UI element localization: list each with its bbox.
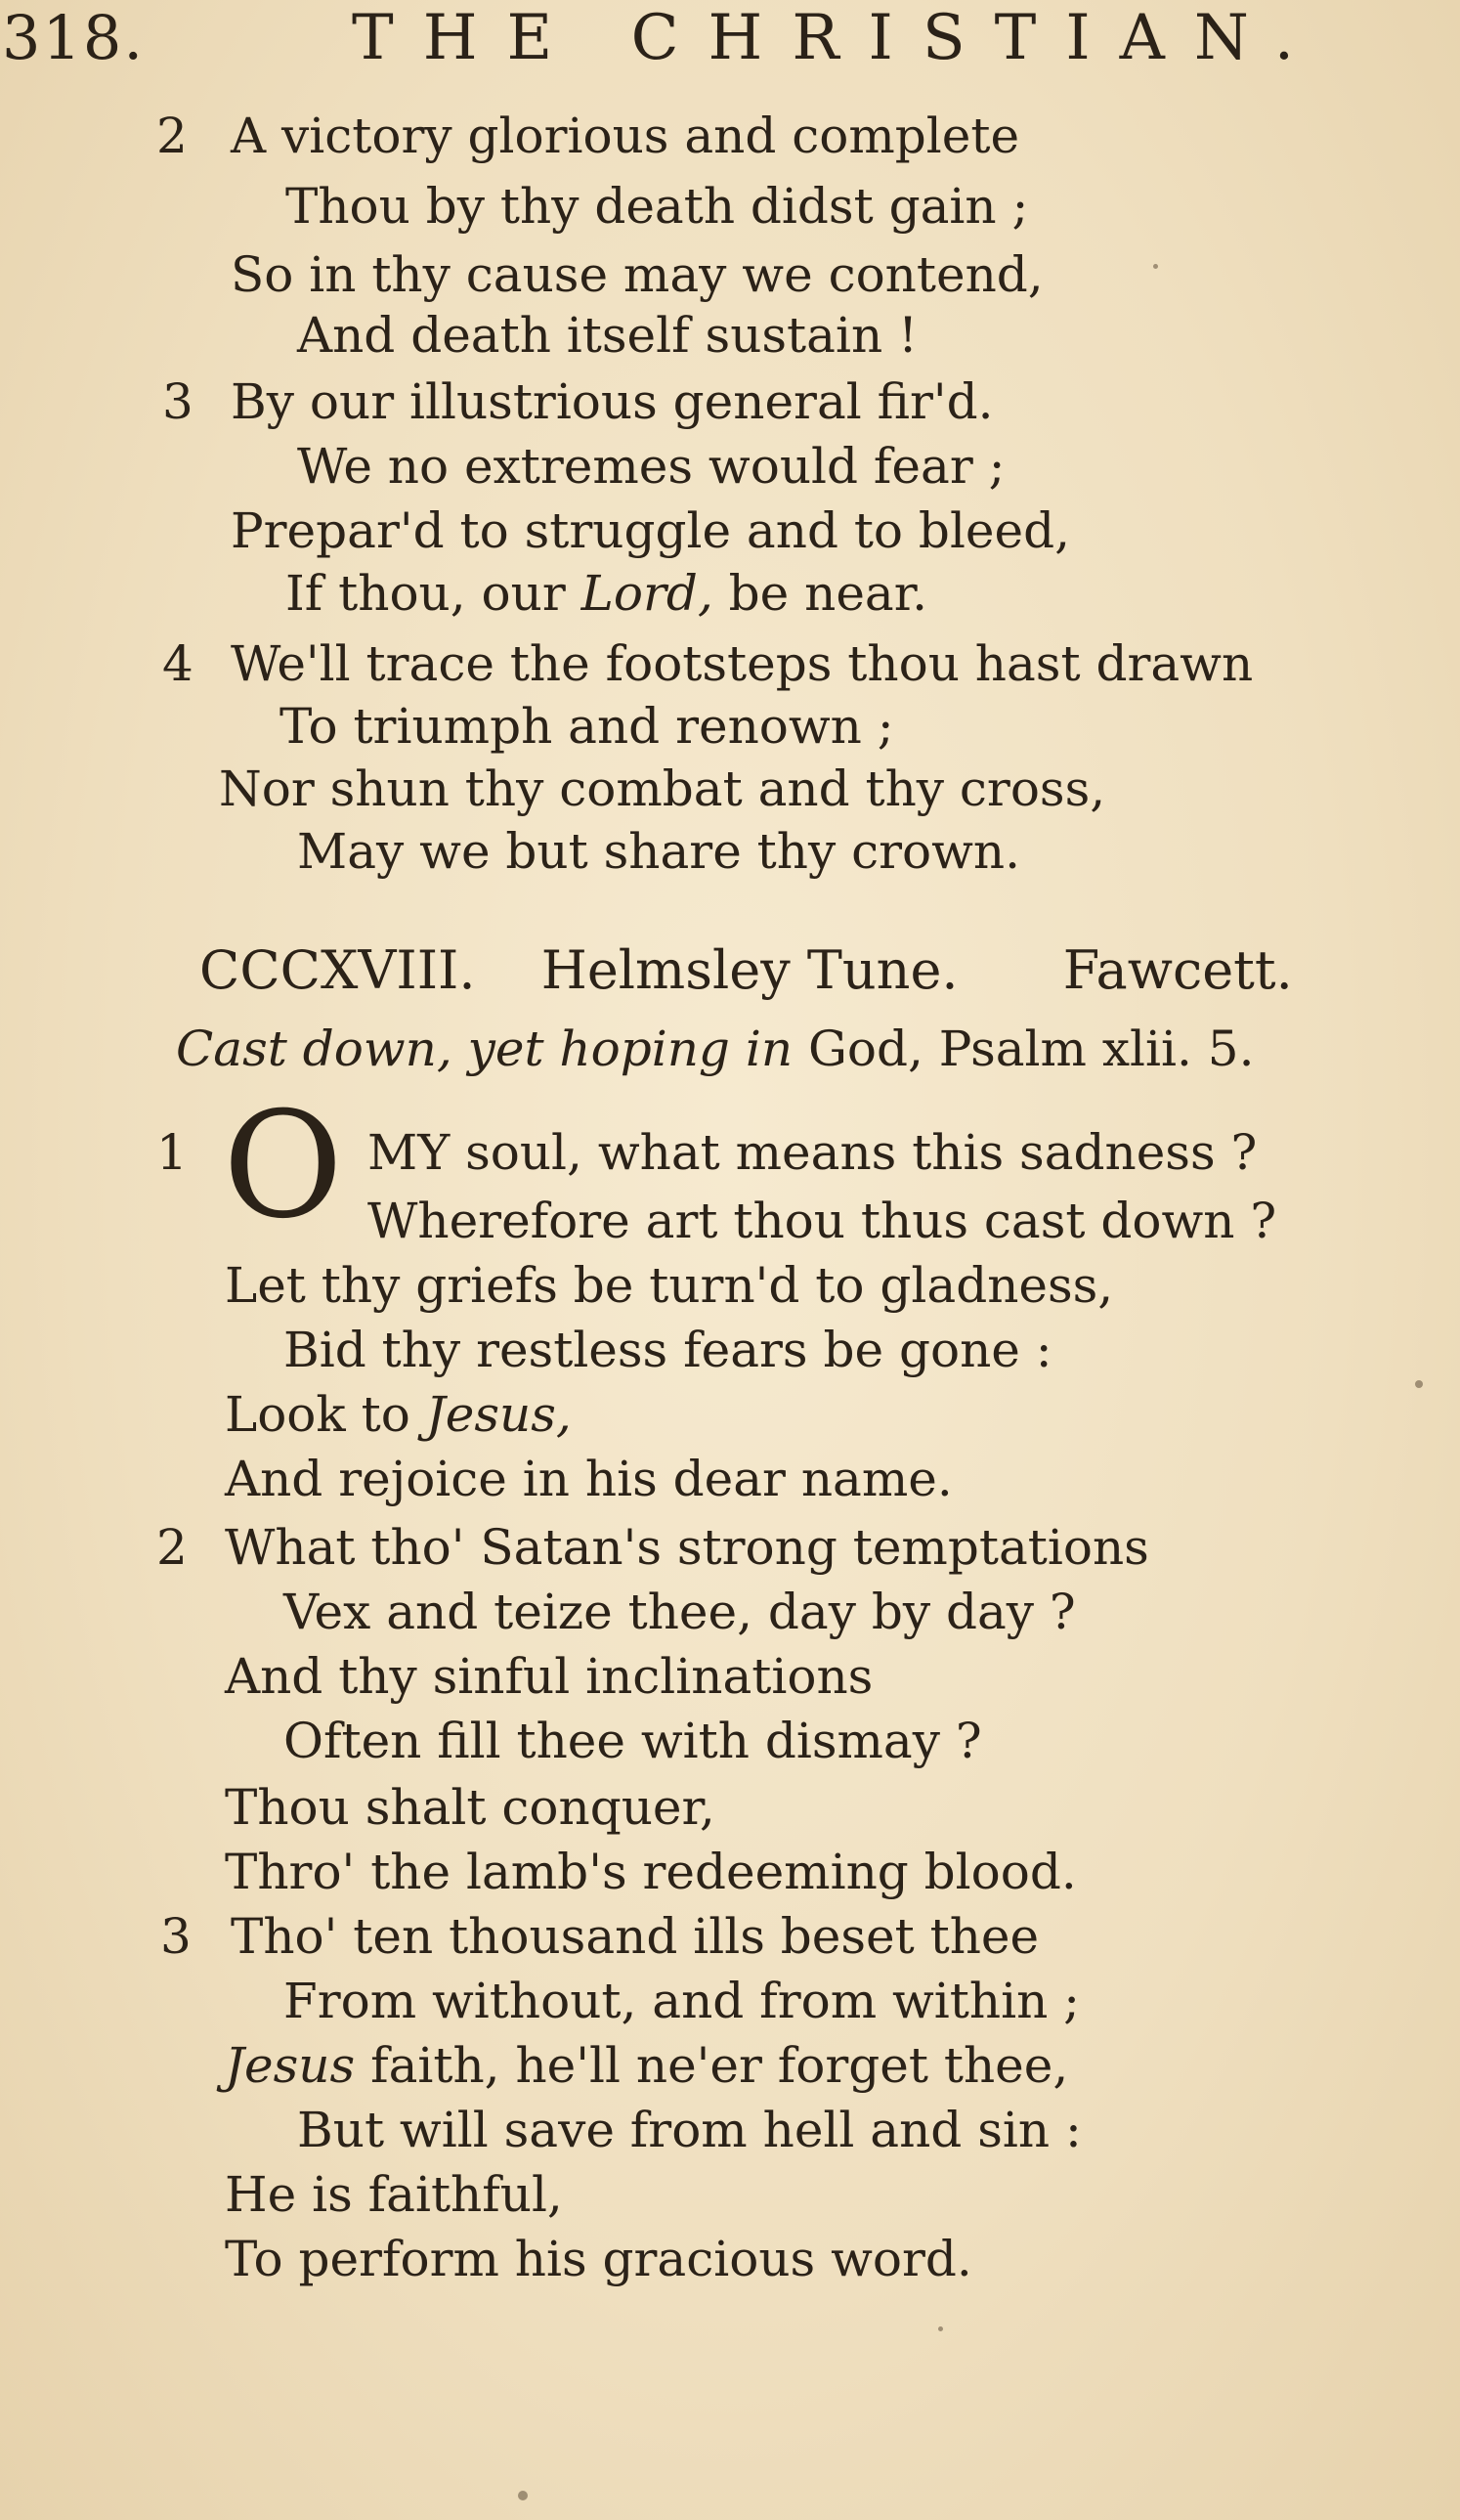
paper-speck — [1415, 1380, 1423, 1388]
verse-line: What tho' Satan's strong temptations — [225, 1519, 1149, 1576]
verse-line — [225, 2035, 1068, 2096]
stanza-number: 3 — [160, 1908, 192, 1965]
hymn-number: CCCXVIII. — [199, 939, 476, 1001]
verse-line: MY soul, what means this sadness ? — [367, 1124, 1258, 1181]
verse-line: To triumph and renown ; — [279, 698, 894, 755]
verse-line: Thou by thy death didst gain ; — [285, 178, 1029, 235]
verse-line: May we but share thy crown. — [297, 823, 1021, 880]
verse-line: If thou, our Lord, be near. — [285, 565, 928, 622]
verse-line: From without, and from within ; — [283, 1973, 1081, 2029]
verse-line: A victory glorious and complete — [231, 108, 1020, 164]
stanza-number: 3 — [162, 373, 193, 430]
paper-speck — [1153, 264, 1158, 269]
verse-line: Tho' ten thousand ills beset thee — [231, 1908, 1040, 1965]
hymn-subtitle — [176, 1017, 1255, 1081]
hymn-heading — [199, 938, 1293, 1003]
paper-speck — [518, 2491, 528, 2500]
stanza-number: 2 — [156, 1519, 188, 1576]
stanza-number: 1 — [156, 1124, 188, 1181]
verse-line: To perform his gracious word. — [225, 2231, 972, 2287]
italic-word: Jesus — [225, 2037, 356, 2094]
paper-speck — [938, 2326, 943, 2331]
verse-line: Thro' the lamb's redeeming blood. — [225, 1844, 1077, 1900]
stanza-number: 2 — [156, 108, 188, 164]
verse-line: He is faithful, — [225, 2166, 563, 2223]
verse-line: Thou shalt conquer, — [225, 1779, 715, 1836]
subtitle-italic: Cast down, yet hoping in — [176, 1021, 794, 1077]
verse-line: Nor shun thy combat and thy cross, — [219, 760, 1106, 817]
verse-line: We'll trace the footsteps thou hast drawn — [231, 635, 1254, 692]
stanza-number: 4 — [162, 635, 193, 692]
verse-line: And thy sinful inclinations — [225, 1648, 874, 1705]
verse-line: Prepar'd to struggle and to bleed, — [231, 502, 1071, 559]
hymn-author: Fawcett. — [1062, 939, 1293, 1001]
verse-fragment: faith, he'll ne'er forget thee, — [370, 2037, 1069, 2094]
verse-line: Often fill thee with dismay ? — [283, 1713, 982, 1769]
verse-line: Let thy griefs be turn'd to gladness, — [225, 1257, 1114, 1314]
verse-line: Bid thy restless fears be gone : — [283, 1322, 1052, 1378]
verse-line: And death itself sustain ! — [297, 307, 919, 364]
verse-fragment: Look to — [225, 1386, 410, 1443]
verse-line: Wherefore art thou thus cast down ? — [367, 1193, 1277, 1249]
verse-line: But will save from hell and sin : — [297, 2102, 1082, 2158]
tune-name: Helmsley Tune. — [540, 939, 959, 1001]
page-header — [0, 2, 1460, 90]
verse-line: So in thy cause may we contend, — [231, 246, 1044, 303]
drop-cap: O — [223, 1081, 343, 1251]
subtitle-reference: God, Psalm xlii. 5. — [807, 1021, 1255, 1077]
verse-line: We no extremes would fear ; — [297, 438, 1006, 495]
verse-line: Vex and teize thee, day by day ? — [283, 1584, 1076, 1640]
verse-line — [225, 1384, 572, 1445]
page-number: 318. — [2, 2, 146, 73]
verse-line: And rejoice in his dear name. — [225, 1451, 953, 1507]
running-title: THE CHRISTIAN. — [352, 2, 1324, 74]
verse-line: By our illustrious general fir'd. — [231, 373, 994, 430]
italic-word: Lord, — [580, 565, 713, 622]
italic-word: Jesus, — [425, 1386, 572, 1443]
